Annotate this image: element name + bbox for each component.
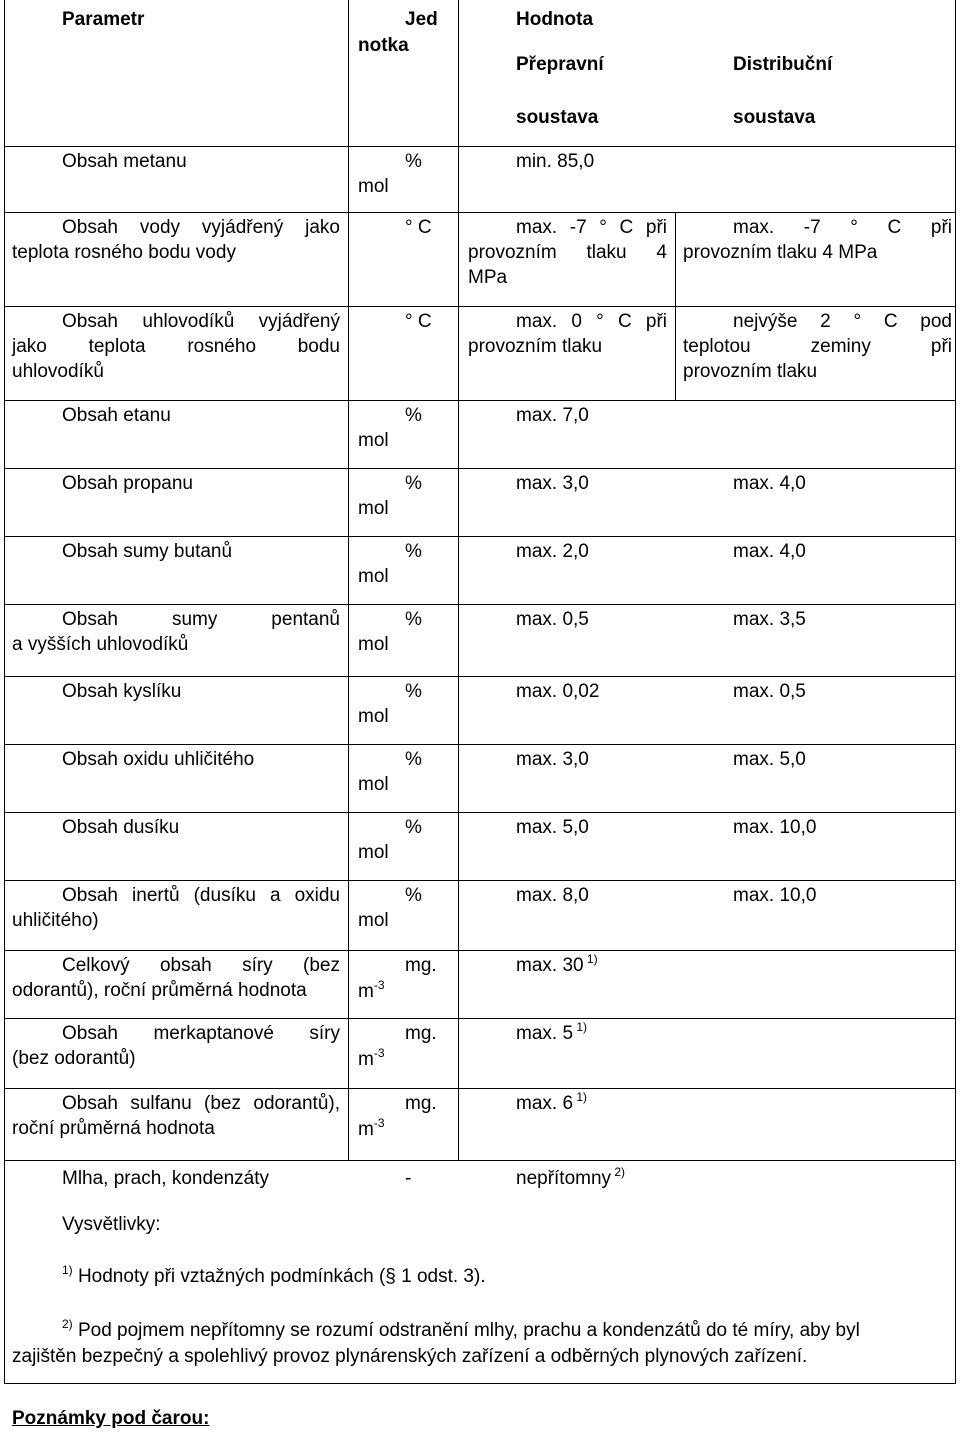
param-cell-line: odorantů), roční průměrná hodnota [12,980,307,1001]
unit-cell-line: $m^{-3}$ [358,1046,385,1070]
transport-cell-line: max. 5,0 [516,817,589,838]
param-cell-line: Celkový obsah síry (bez [62,955,340,976]
unit-cell-line: mol [358,634,389,655]
transport-cell-line: provozním tlaku 4 [468,242,667,263]
transport-cell-line: max. 8,0 [516,885,589,906]
unit-cell-line: mg. [405,1093,437,1114]
note-1 [62,1264,486,1289]
table-vertical-rule [458,0,459,1160]
transport-cell-line: max. 2,0 [516,541,589,562]
unit-cell-line: % [405,681,422,702]
notes-title: Vysvětlivky: [62,1214,161,1235]
table-horizontal-rule [4,880,955,881]
table-horizontal-rule [4,1018,955,1019]
transport-cell-line: MPa [468,267,508,288]
header-parameter: Parametr [62,9,145,30]
unit-cell-line: % [405,151,422,172]
distribution-cell-line: max. 3,5 [733,609,806,630]
unit-cell-line: % [405,817,422,838]
param-cell-line: a vyšších uhlovodíků [12,634,189,655]
unit-cell-line: ° C [405,311,432,332]
transport-value: max. 6 [516,1093,574,1114]
table-horizontal-rule [4,676,955,677]
param-cell-line: Obsah oxidu uhličitého [62,749,255,770]
transport-cell-line: provozním tlaku [468,336,603,357]
note-2-marker: 2) [62,1317,73,1331]
unit-cell-line: % [405,405,422,426]
table-horizontal-rule [4,812,955,813]
transport-cell-line: max. 0,02 [516,681,600,702]
distribution-cell-line: max. 4,0 [733,541,806,562]
distribution-cell-line: teplotou zeminy při [683,336,952,357]
param-cell-line: Obsah merkaptanové síry [62,1023,340,1044]
param-cell-line: Obsah metanu [62,151,187,172]
unit-cell-line: mol [358,774,389,795]
header-unit-line-2: notka [358,35,409,56]
unit-cell-line: % [405,609,422,630]
table-horizontal-rule [4,146,955,147]
footnote-marker: 1) [583,952,598,966]
table-horizontal-rule [4,1160,955,1161]
transport-cell-line [516,1091,587,1116]
unit-exponent: -3 [373,1116,385,1130]
note-1-marker: 1) [62,1263,73,1277]
param-cell-line: Obsah sulfanu (bez odorantů), [62,1093,340,1114]
param-cell-line: (bez odorantů) [12,1048,136,1069]
unit-cell-line: mol [358,566,389,587]
transport-cell-line: max. 0,5 [516,609,589,630]
transport-cell-line: max. -7 ° C při [516,217,667,238]
transport-value: max. 5 [516,1023,574,1044]
table-horizontal-rule [4,468,955,469]
transport-cell-line [516,953,598,978]
unit-cell-line: mol [358,430,389,451]
param-cell-line: Obsah propanu [62,473,193,494]
distribution-cell-line: max. 4,0 [733,473,806,494]
distribution-cell-line: max. 10,0 [733,885,817,906]
distribution-cell-line: max. 10,0 [733,817,817,838]
note-2-line-1 [62,1318,860,1343]
param-cell-line: Obsah etanu [62,405,171,426]
table-horizontal-rule [4,306,955,307]
param-cell-line: Obsah sumy pentanů [62,609,340,630]
unit-exponent: -3 [373,1046,385,1060]
distribution-cell-line: nejvýše 2 ° C pod [733,311,952,332]
distribution-cell-line: provozním tlaku [683,361,818,382]
unit-cell-line: mg. [405,1023,437,1044]
footnote-marker: 1) [573,1090,588,1104]
mist-row-unit: - [405,1168,412,1189]
unit-cell-line: $m^{-3}$ [358,978,385,1002]
note-2-text: Pod pojmem nepřítomny se rozumí odstranění mlhy, prachu a kondenzátů do té míry, aby byl [77,1320,860,1341]
footnote-heading: Poznámky pod čarou: [12,1408,210,1429]
transport-cell-line: max. 7,0 [516,405,589,426]
header-value: Hodnota [516,9,594,30]
param-cell-line: uhlovodíků [12,361,104,382]
transport-cell-line: max. 3,0 [516,473,589,494]
param-cell-line: Obsah dusíku [62,817,180,838]
unit-cell-line: $m^{-3}$ [358,1116,385,1140]
param-cell-line: Obsah sumy butanů [62,541,233,562]
param-cell-line: Obsah kyslíku [62,681,182,702]
unit-cell-line: % [405,749,422,770]
unit-cell-line: mol [358,176,389,197]
distribution-cell-line: provozním tlaku 4 MPa [683,242,878,263]
param-cell-line: roční průměrná hodnota [12,1118,215,1139]
header-distribution-line-1: Distribuční [733,54,833,75]
note-1-text: Hodnoty při vztažných podmínkách (§ 1 odst. 3). [77,1266,486,1287]
header-distribution-line-2: soustava [733,107,816,128]
header-unit-line-1: Jed [405,9,438,30]
unit-cell-line: mol [358,706,389,727]
unit-cell-line: mol [358,498,389,519]
table-horizontal-rule [4,1088,955,1089]
unit-exponent: -3 [373,978,385,992]
transport-cell-line: min. 85,0 [516,151,595,172]
unit-cell-line: mol [358,910,389,931]
param-cell-line: jako teplota rosného bodu [12,336,340,357]
mist-row-value-text: nepřítomny [516,1168,612,1189]
param-cell-line: uhličitého) [12,910,99,931]
table-horizontal-rule [4,744,955,745]
header-transport-line-2: soustava [516,107,599,128]
distribution-cell-line: max. -7 ° C při [733,217,952,238]
param-cell-line: teplota rosného bodu vody [12,242,236,263]
distribution-cell-line: max. 5,0 [733,749,806,770]
unit-cell-line: % [405,885,422,906]
transport-value: max. 30 [516,955,584,976]
table-horizontal-rule [4,400,955,401]
table-vertical-rule [348,0,349,1160]
footnote-marker: 1) [573,1020,588,1034]
table-horizontal-rule [4,950,955,951]
unit-cell-line: mg. [405,955,437,976]
unit-cell-line: ° C [405,217,432,238]
param-cell-line: Obsah uhlovodíků vyjádřený [62,311,340,332]
footnote-marker: 2) [611,1165,626,1179]
unit-cell-line: % [405,541,422,562]
header-transport-line-1: Přepravní [516,54,604,75]
transport-cell-line: max. 3,0 [516,749,589,770]
param-cell-line: Obsah vody vyjádřený jako [62,217,340,238]
table-horizontal-rule [4,604,955,605]
table-horizontal-rule [4,212,955,213]
unit-cell-line: % [405,473,422,494]
distribution-cell-line: max. 0,5 [733,681,806,702]
transport-cell-line: max. 0 ° C při [516,311,667,332]
unit-cell-line: mol [358,842,389,863]
table-horizontal-rule [4,536,955,537]
transport-cell-line [516,1021,587,1046]
note-2-line-2: zajištěn bezpečný a spolehlivý provoz plynárenských zařízení a odběrných plynových zařízení. [12,1346,808,1367]
mist-row-parameter: Mlha, prach, kondenzáty [62,1168,270,1189]
mist-row-value [516,1166,625,1191]
param-cell-line: Obsah inertů (dusíku a oxidu [62,885,340,906]
